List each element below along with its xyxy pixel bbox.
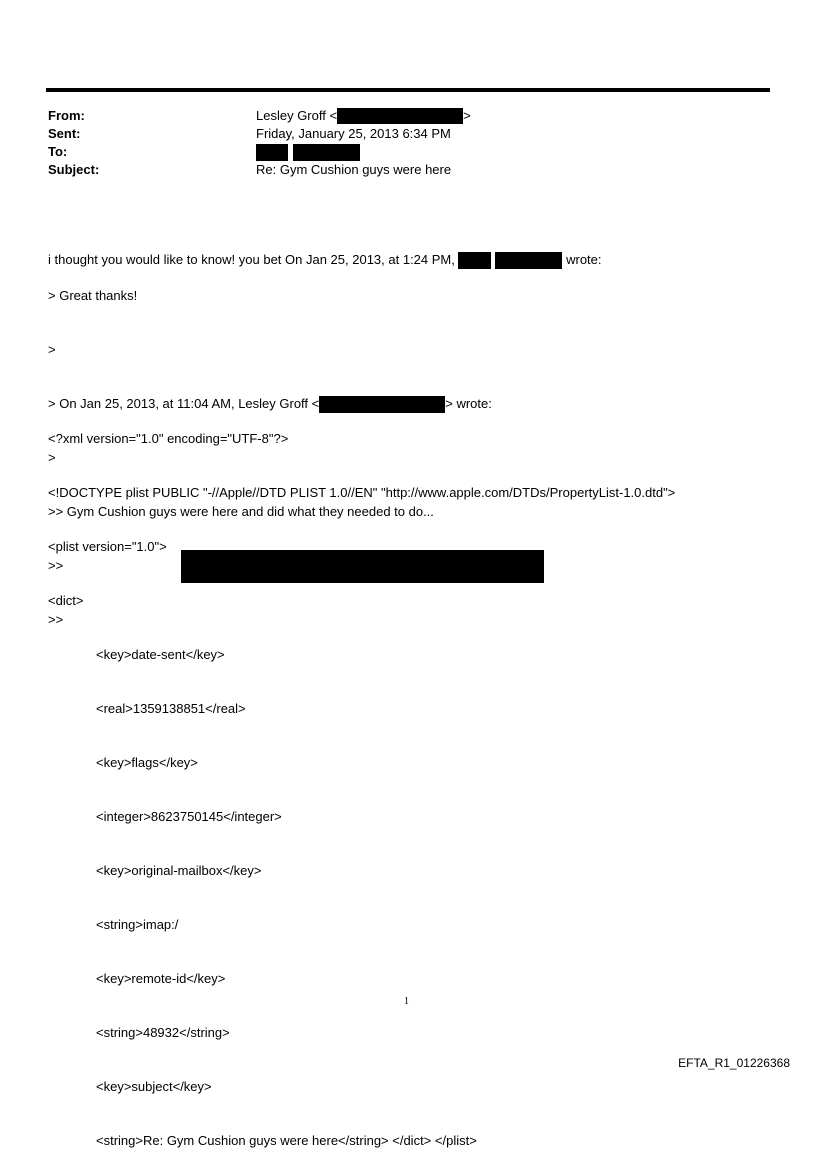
to-label: To: [48, 144, 68, 159]
reply-line-suffix: wrote: [562, 252, 602, 267]
redacted-mailbox-path [181, 550, 544, 583]
quoted-line-prefix: > On Jan 25, 2013, at 11:04 AM, Lesley Groff < [48, 396, 320, 411]
plist-line: <key>subject</key> [96, 1079, 212, 1094]
from-row [48, 107, 471, 125]
plist-line: <key>date-sent</key> [96, 647, 225, 662]
sent-row [48, 125, 471, 143]
plist-line: <key>flags</key> [96, 755, 198, 770]
subject-row [48, 161, 471, 179]
plist-line: <integer>8623750145</integer> [96, 809, 282, 824]
plist-line: <plist version="1.0"> [48, 539, 167, 554]
to-row [48, 143, 471, 161]
sent-value: Friday, January 25, 2013 6:34 PM [256, 126, 451, 141]
page-number: 1 [404, 996, 409, 1007]
redacted-from-email [337, 108, 463, 124]
subject-value: Re: Gym Cushion guys were here [256, 162, 452, 177]
plist-line: <string>48932</string> [96, 1025, 230, 1040]
bates-number: EFTA_R1_01226368 [678, 1056, 790, 1070]
redacted-to-last [293, 144, 360, 161]
redacted-sender-last [495, 252, 562, 269]
email-header [48, 107, 471, 179]
plist-line: <string>Re: Gym Cushion guys were here</string> </dict> </plist> [96, 1133, 477, 1148]
from-value [256, 107, 471, 125]
subject-label: Subject: [48, 162, 100, 177]
plist-line: <real>1359138851</real> [96, 701, 246, 716]
plist-block [48, 394, 675, 1168]
plist-line: <key>original-mailbox</key> [96, 863, 262, 878]
from-label: From: [48, 108, 85, 123]
plist-line: <key>remote-id</key> [96, 971, 226, 986]
plist-line: <dict> [48, 593, 84, 608]
plist-line: <?xml version="1.0" encoding="UTF-8"?> [48, 431, 289, 446]
redacted-to-first [256, 144, 288, 161]
plist-line: <string>imap:/ [96, 917, 179, 932]
sent-label: Sent: [48, 126, 81, 141]
plist-line: <!DOCTYPE plist PUBLIC "-//Apple//DTD PLIST 1.0//EN" "http://www.apple.com/DTDs/PropertyList-1.0.dtd"> [48, 485, 676, 500]
quoted-line: > Great thanks! [48, 288, 138, 303]
quoted-line: >> Gym Cushion guys were here and did what they needed to do... [48, 504, 434, 519]
from-suffix: > [463, 108, 471, 123]
quoted-line: > [48, 450, 56, 465]
reply-line-prefix: i thought you would like to know! you bet On Jan 25, 2013, at 1:24 PM, [48, 252, 459, 267]
quoted-line: >> [48, 612, 64, 627]
from-name: Lesley Groff < [256, 108, 338, 123]
quoted-line: >> [48, 558, 64, 573]
quoted-line: > [48, 342, 56, 357]
header-rule [46, 88, 770, 92]
to-value [256, 143, 360, 161]
quoted-line-suffix: > wrote: [445, 396, 492, 411]
